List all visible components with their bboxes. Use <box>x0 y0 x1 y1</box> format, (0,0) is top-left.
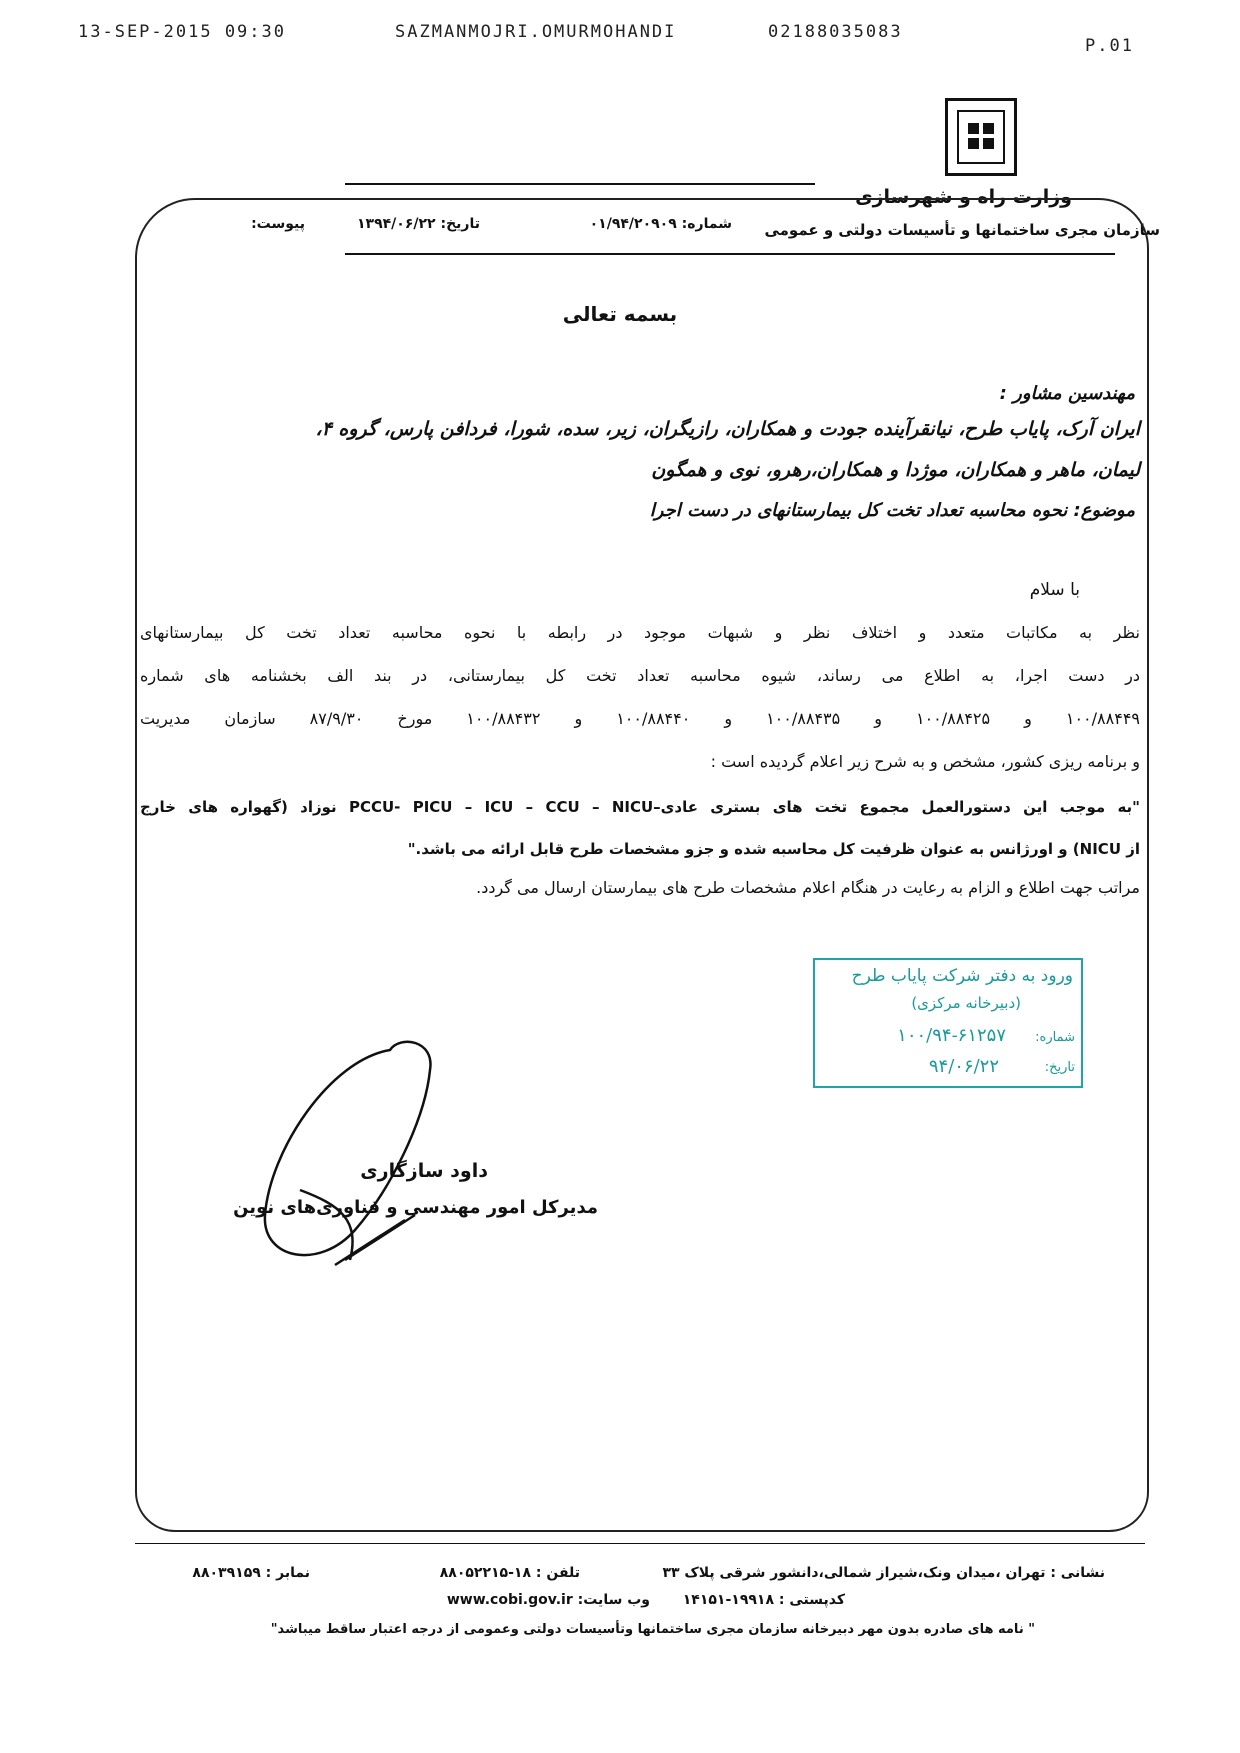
greeting: با سلام <box>1029 580 1080 600</box>
stamp-number-label: شماره: <box>1035 1030 1075 1045</box>
received-stamp <box>813 958 1083 1088</box>
fax-datetime: 13-SEP-2015 09:30 <box>78 22 286 42</box>
header-rule-top <box>345 183 815 185</box>
addressee: مهندسین مشاور : <box>999 383 1135 404</box>
footer-fax: نمابر : ۸۸۰۳۹۱۵۹ <box>192 1565 310 1581</box>
stamp-date-value: ۹۴/۰۶/۲۲ <box>928 1056 999 1077</box>
footer-postal-code: کدپستی : ۱۹۹۱۸-۱۴۱۵۱ <box>682 1592 845 1608</box>
footer-website-url[interactable]: www.cobi.gov.ir <box>446 1592 573 1608</box>
footer-rule <box>135 1543 1145 1544</box>
ministry-name: وزارت راه و شهرسازی <box>855 186 1072 208</box>
stamp-subtitle: (دبیرخانه مرکزی) <box>911 994 1021 1012</box>
signature-scribble <box>240 1030 480 1280</box>
letter-number-label: شماره: <box>681 216 732 232</box>
ministry-logo <box>945 98 1017 176</box>
consultants-line-1: ایران آرک، پایاب طرح، نیانقرآینده جودت و همکاران، رازیگران، زیر، سده، شورا، فردافن پارس، گروه ۴، <box>315 418 1140 440</box>
fax-page: P.01 <box>1085 36 1134 56</box>
body-line-2: در دست اجرا، به اطلاع می رساند، شیوه محاسبه تعداد تخت کل بیمارستانی، در بند الف بخشنامه های شماره <box>140 666 1140 685</box>
consultants-line-2: لیمان، ماهر و همکاران، موژدا و همکاران،رهرو، نوی و همگون <box>651 459 1140 481</box>
letter-date-label: تاریخ: <box>440 216 480 232</box>
signatory-title: مدیرکل امور مهندسی و فناوری‌های نوین <box>233 1197 598 1218</box>
stamp-number-value: ۱۰۰/۹۴-۶۱۲۵۷ <box>897 1025 1006 1046</box>
footer-website-label: وب سایت: <box>577 1592 650 1608</box>
footer-website <box>447 1592 650 1608</box>
fax-sender: SAZMANMOJRI.OMURMOHANDI <box>395 22 677 42</box>
subject: موضوع: نحوه محاسبه تعداد تخت کل بیمارستانهای در دست اجرا <box>649 500 1135 521</box>
quote-line-1: "به موجب این دستورالعمل مجموع تخت های بستری عادی–PCCU- PICU – ICU – CCU – NICU نوزاد (گهواره های خارج <box>140 798 1140 816</box>
letter-attachment: پیوست: <box>251 216 305 232</box>
body-line-4: و برنامه ریزی کشور، مشخص و به شرح زیر اعلام گردیده است : <box>710 752 1140 771</box>
organization-name: سازمان مجری ساختمانها و تأسیسات دولتی و عمومی <box>764 221 1160 239</box>
letter-number-value: ۰۱/۹۴/۲۰۹۰۹ <box>589 216 677 232</box>
quote-line-2: از NICU) و اورژانس به عنوان ظرفیت کل محاسبه شده و جزو مشخصات طرح قابل ارائه می باشد." <box>407 840 1140 858</box>
body-line-1: نظر به مکاتبات متعدد و اختلاف نظر و شبهات موجود در رابطه با نحوه محاسبه تعداد تخت کل بیمارستانهای <box>140 623 1140 642</box>
footer-phone: تلفن : ۱۸-۸۸۰۵۲۲۱۵ <box>439 1565 580 1581</box>
footer-notice: " نامه های صادره بدون مهر دبیرخانه سازمان مجری ساختمانها وتأسیسات دولتی وعمومی از درجه اعتبار ساقط میباشد" <box>270 1622 1035 1637</box>
stamp-title: ورود به دفتر شرکت پایاب طرح <box>851 966 1073 986</box>
fax-number: 02188035083 <box>768 22 903 42</box>
letter-frame <box>135 198 1149 1532</box>
footer-address: نشانی : تهران ،میدان ونک،شیراز شمالی،دانشور شرقی پلاک ۳۳ <box>662 1565 1105 1581</box>
body-line-3: ۱۰۰/۸۸۴۴۹ و ۱۰۰/۸۸۴۲۵ و ۱۰۰/۸۸۴۳۵ و ۱۰۰/۸۸۴۴۰ و ۱۰۰/۸۸۴۳۲ مورخ ۸۷/۹/۳۰ سازمان مدیریت <box>140 709 1140 728</box>
closing-line: مراتب جهت اطلاع و الزام به رعایت در هنگام اعلام مشخصات طرح های بیمارستان ارسال می گردد. <box>476 878 1140 897</box>
stamp-date-label: تاریخ: <box>1044 1060 1075 1075</box>
letter-date-value: ۱۳۹۴/۰۶/۲۲ <box>357 216 436 232</box>
bismillah: بسمه تعالی <box>562 302 678 326</box>
signatory-name: داود سازگاری <box>360 1160 488 1182</box>
